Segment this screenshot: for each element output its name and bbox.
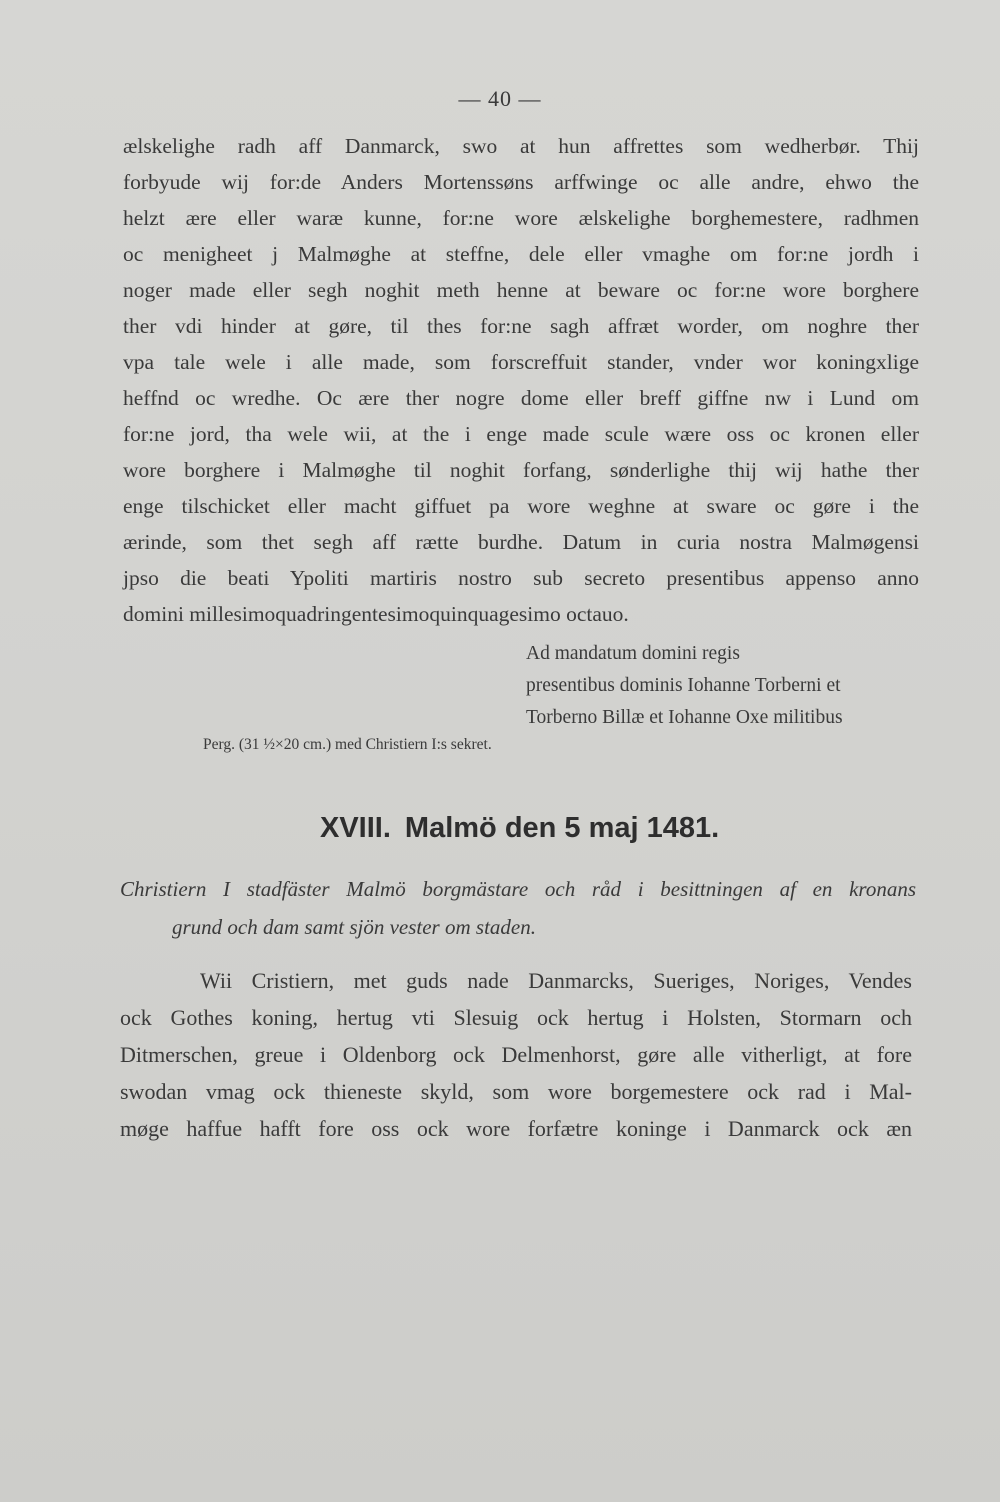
text-line: domini millesimoquadringentesimoquinquagesimo octauo.	[123, 602, 629, 626]
text-line: forbyude wij for:de Anders Mortenssøns arffwinge oc alle andre, ehwo the	[123, 170, 919, 194]
text-line: ælskelighe radh aff Danmarck, swo at hun affrettes som wedherbør. Thij	[123, 134, 919, 158]
section-heading	[320, 812, 719, 845]
text-line: noger made eller segh noghit meth henne at beware oc for:ne wore borghere	[123, 278, 919, 302]
section-number: XVIII.	[320, 812, 391, 844]
text-line: vpa tale wele i alle made, som forscreffuit stander, vnder wor koningxlige	[123, 350, 919, 374]
section-summary	[120, 870, 916, 946]
text-line: ther vdi hinder at gøre, til thes for:ne sagh affræt worder, om noghre ther	[123, 314, 919, 338]
continued-text	[123, 128, 919, 632]
subscription-line: Torberno Billæ et Iohanne Oxe militibus	[526, 707, 843, 728]
text-line: swodan vmag ock thieneste skyld, som wore borgemestere ock rad i Mal-	[120, 1079, 912, 1104]
text-line: wore borghere i Malmøghe til noghit forfang, sønderlighe thij wij hathe ther	[123, 458, 919, 482]
subscription-line: presentibus dominis Iohanne Torberni et	[526, 675, 841, 696]
body-text	[120, 962, 912, 1147]
text-line: jpso die beati Ypoliti martiris nostro sub secreto presentibus appenso anno	[123, 566, 919, 590]
footnote: Perg. (31 ½×20 cm.) med Christiern I:s sekret.	[203, 736, 492, 753]
text-line: heffnd oc wredhe. Oc ære ther nogre dome eller breff giffne nw i Lund om	[123, 386, 919, 410]
text-line: Wii Cristiern, met guds nade Danmarcks, Sueriges, Noriges, Vendes	[200, 968, 912, 993]
text-line: ock Gothes koning, hertug vti Slesuig ock hertug i Holsten, Stormarn och	[120, 1005, 912, 1030]
text-line: ærinde, som thet segh aff rætte burdhe. Datum in curia nostra Malmøgensi	[123, 530, 919, 554]
section-title: Malmö den 5 maj 1481.	[404, 812, 720, 844]
text-line: helzt ære eller waræ kunne, for:ne wore ælskelighe borghemestere, radhmen	[123, 206, 919, 230]
page-number: — 40 —	[458, 86, 542, 111]
summary-line: Christiern I stadfäster Malmö borgmästare och råd i besittningen af en kronans	[120, 877, 916, 901]
text-line: enge tilschicket eller macht giffuet pa wore weghne at sware oc gøre i the	[123, 494, 919, 518]
subscription-line: Ad mandatum domini regis	[526, 643, 740, 664]
text-line: møge haffue hafft fore oss ock wore forfætre koninge i Danmarck ock æn	[120, 1116, 912, 1141]
text-line: for:ne jord, tha wele wii, at the i enge made scule wære oss oc kronen eller	[123, 422, 919, 446]
subscription	[526, 638, 910, 734]
summary-line: grund och dam samt sjön vester om staden.	[172, 915, 536, 939]
text-line: Ditmerschen, greue i Oldenborg ock Delmenhorst, gøre alle vitherligt, at fore	[120, 1042, 912, 1067]
text-line: oc menigheet j Malmøghe at steffne, dele eller vmaghe om for:ne jordh i	[123, 242, 919, 266]
